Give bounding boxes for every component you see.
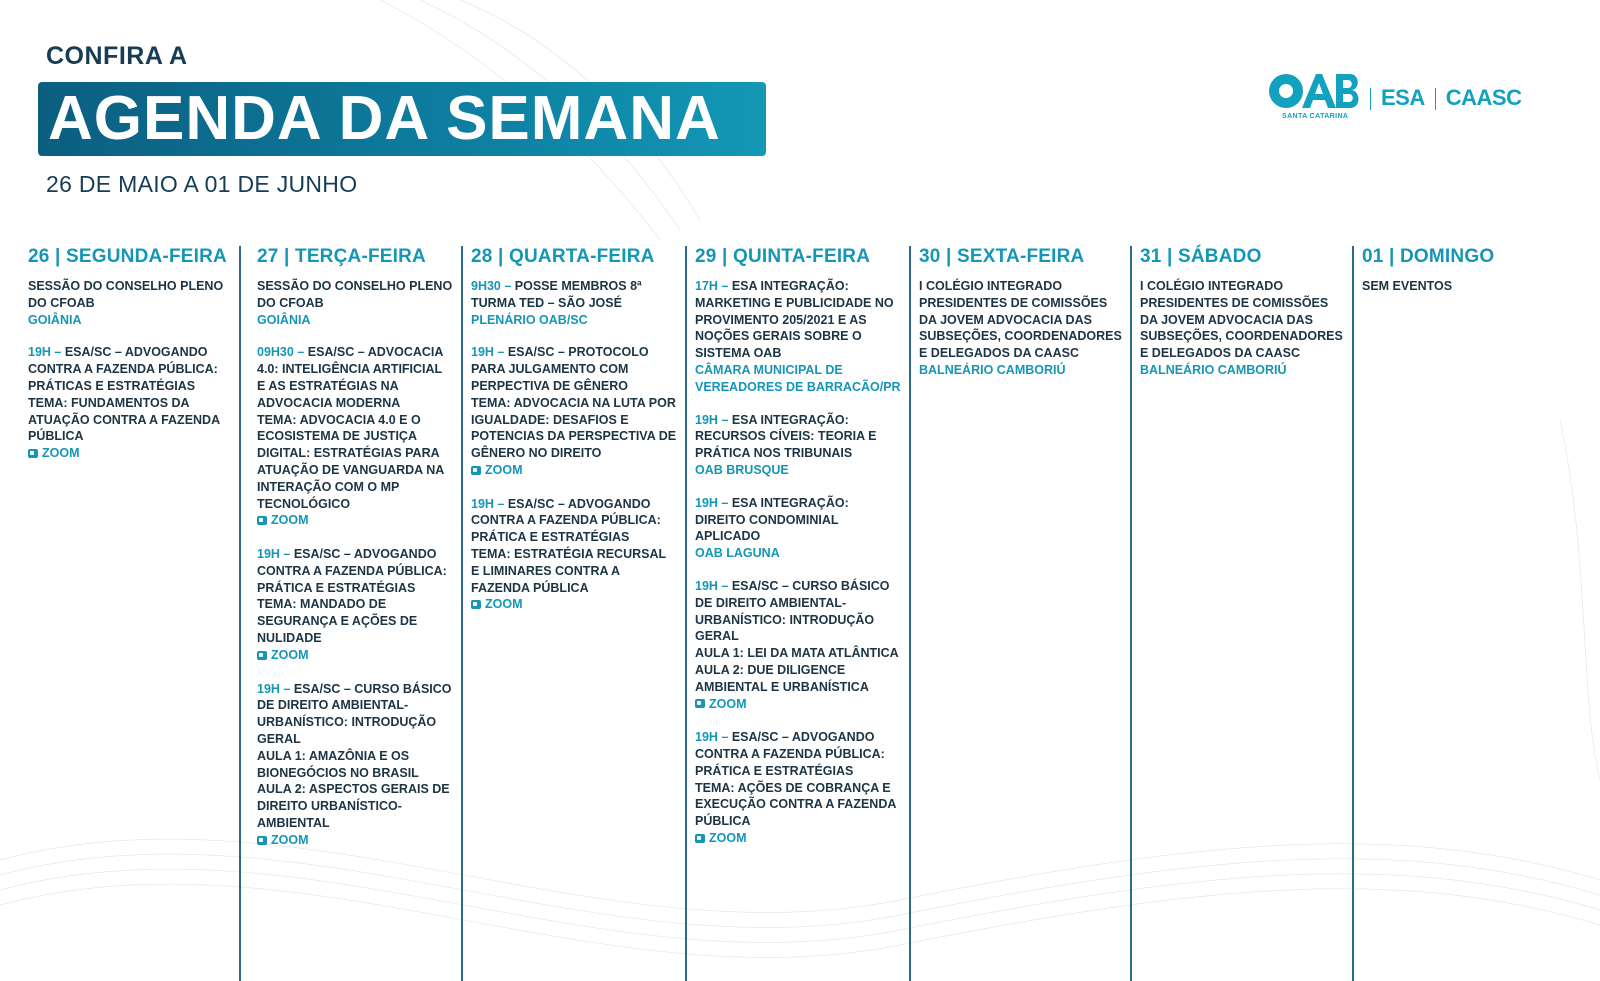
event-description: ESA/SC – ADVOGANDO CONTRA A FAZENDA PÚBLICA: PRÁTICA E ESTRATÉGIAS TEMA: AÇÕES DE COBRANÇA E EXECUÇÃO CONTRA A FAZENDA PÚBLICA [695,730,896,829]
event-item [28,278,231,328]
zoom-icon [257,651,267,660]
day-column-saturday [1130,246,1352,981]
day-heading: 30 | SEXTA-FEIRA [919,246,1085,267]
event-location: CÂMARA MUNICIPAL DE VEREADORES DE BARRACÃO/PR [695,362,901,394]
event-description: ESA/SC – ADVOGANDO CONTRA A FAZENDA PÚBLICA: PRÁTICAS E ESTRATÉGIAS TEMA: FUNDAMENTOS DA ATUAÇÃO CONTRA A FAZENDA PÚBLICA [28,345,220,444]
event-description: SEM EVENTOS [1362,279,1453,293]
day-column-tuesday [239,246,461,981]
zoom-label: ZOOM [271,832,309,847]
event-description: ESA INTEGRAÇÃO: RECURSOS CÍVEIS: TEORIA E PRÁTICA NOS TRIBUNAIS [695,412,877,461]
event-description: SESSÃO DO CONSELHO PLENO DO CFOAB [28,279,224,310]
oab-esa-caasc-logo [1268,72,1521,128]
event-item [695,578,901,713]
day-column-thursday [685,246,909,981]
event-description: ESA/SC – ADVOCACIA 4.0: INTELIGÊNCIA ARTIFICIAL E AS ESTRATÉGIAS NA ADVOCACIA MODERNA TEMA: ADVOCACIA 4.0 E O ECOSISTEMA DE JUSTIÇA DIGITAL: ESTRATÉGIAS PARA ATUAÇÃO DE VANGUARDA NA INTERAÇÃO COM O MP TECNOLÓGICO [257,345,444,511]
event-description: SESSÃO DO CONSELHO PLENO DO CFOAB [257,279,453,310]
event-description: ESA/SC – CURSO BÁSICO DE DIREITO AMBIENTAL-URBANÍSTICO: INTRODUÇÃO GERAL AULA 1: AMAZÔNIA E OS BIONEGÓCIOS NO BRASIL AULA 2: ASPECTOS GERAIS DE DIREITO URBANÍSTICO-AMBIENTAL [257,681,452,830]
event-time: 19H – [471,345,508,360]
day-heading: 29 | QUINTA-FEIRA [695,246,871,267]
event-text [1362,278,1572,295]
event-item [1362,278,1572,295]
zoom-link[interactable] [695,830,747,847]
event-time: 9H30 – [471,279,515,293]
date-range: 26 DE MAIO A 01 DE JUNHO [46,171,358,197]
event-description: ESA/SC – ADVOGANDO CONTRA A FAZENDA PÚBLICA: PRÁTICA E ESTRATÉGIAS TEMA: MANDADO DE SEGURANÇA E AÇÕES DE NULIDADE [257,547,447,646]
zoom-label: ZOOM [271,513,309,528]
event-text [695,412,901,462]
event-location: OAB LAGUNA [695,546,780,561]
page-header [0,0,1600,230]
event-location: BALNEÁRIO CAMBORIÚ [919,362,1066,377]
event-item [257,546,453,664]
event-item [257,344,453,530]
zoom-icon [257,836,267,845]
event-time: 19H – [695,412,732,427]
zoom-label: ZOOM [485,597,523,612]
event-item [257,681,453,850]
event-item [695,412,901,479]
logo-divider [1435,88,1436,110]
event-text [257,344,453,512]
caasc-logo-text: CAASC [1445,85,1522,110]
event-text [257,681,453,832]
oab-mark-icon [1268,72,1360,112]
event-location: GOIÂNIA [257,312,311,327]
day-heading: 28 | QUARTA-FEIRA [471,246,655,267]
event-description: I COLÉGIO INTEGRADO PRESIDENTES DE COMISSÕES DA JOVEM ADVOCACIA DAS SUBSEÇÕES, COORDENADORES E DELEGADOS DA CAASC [1140,279,1343,361]
event-text [471,278,677,312]
event-description: ESA/SC – PROTOCOLO PARA JULGAMENTO COM PERPECTIVA DE GÊNERO TEMA: ADVOCACIA NA LUTA POR IGUALDADE: DESAFIOS E POTENCIAS DA PERSPECTIVA DE GÊNERO NO DIREITO [471,345,677,461]
event-item [471,344,677,479]
zoom-label: ZOOM [42,446,80,461]
event-text [695,495,901,545]
event-item [695,729,901,847]
event-time: 19H – [695,495,732,510]
zoom-label: ZOOM [709,831,747,845]
event-description: I COLÉGIO INTEGRADO PRESIDENTES DE COMISSÕES DA JOVEM ADVOCACIA DAS SUBSEÇÕES, COORDENADORES E DELEGADOS DA CAASC [919,279,1122,361]
day-column-wednesday [461,246,685,981]
event-item [1140,278,1344,379]
event-time: 09H30 – [257,345,308,360]
oab-logo-subtitle: SANTA CATARINA [1282,113,1349,120]
zoom-icon [471,600,481,609]
event-time: 19H – [257,547,294,562]
zoom-icon [28,449,38,458]
day-heading: 31 | SÁBADO [1140,246,1262,267]
page-title: AGENDA DA SEMANA [48,84,721,153]
event-time: 19H – [471,496,508,511]
event-item [471,278,677,328]
event-text [695,729,901,830]
event-text [1140,278,1344,362]
event-location: GOIÂNIA [28,312,82,327]
zoom-label: ZOOM [709,696,747,711]
day-heading: 26 | SEGUNDA-FEIRA [28,246,227,267]
event-description: ESA/SC – ADVOGANDO CONTRA A FAZENDA PÚBLICA: PRÁTICA E ESTRATÉGIAS TEMA: ESTRATÉGIA RECURSAL E LIMINARES CONTRA A FAZENDA PÚBLICA [471,496,666,595]
zoom-icon [257,516,267,525]
zoom-link[interactable] [471,596,523,613]
day-column-sunday [1352,246,1580,981]
title-banner [38,82,766,156]
event-item [28,344,231,462]
zoom-link[interactable] [28,445,80,462]
event-item [919,278,1122,379]
day-heading: 27 | TERÇA-FEIRA [257,246,426,267]
logo-divider [1370,88,1371,110]
event-text [919,278,1122,362]
zoom-link[interactable] [471,462,523,479]
esa-logo-text: ESA [1381,85,1425,110]
event-text [471,344,677,462]
day-column-friday [909,246,1130,981]
pre-title: CONFIRA A [46,42,188,70]
event-text [695,578,901,696]
event-text [257,278,453,312]
event-text [28,344,231,445]
zoom-link[interactable] [695,696,747,713]
week-schedule [20,246,1580,981]
zoom-label: ZOOM [485,462,523,477]
event-text [28,278,231,312]
event-description: POSSE MEMBROS 8ª TURMA TED – SÃO JOSÉ [471,279,642,310]
event-location: OAB BRUSQUE [695,462,789,477]
event-item [695,495,901,562]
event-description: ESA/SC – CURSO BÁSICO DE DIREITO AMBIENTAL-URBANÍSTICO: INTRODUÇÃO GERAL AULA 1: LEI DA MATA ATLÂNTICA AULA 2: DUE DILIGENCE AMBIENTAL E URBANÍSTICA [695,578,899,694]
zoom-icon [695,834,705,843]
zoom-label: ZOOM [271,647,309,662]
event-item [471,496,677,614]
zoom-link[interactable] [257,512,309,529]
event-time: 19H – [257,681,294,696]
event-time: 19H – [695,730,732,745]
event-time: 19H – [28,345,65,360]
zoom-icon [695,699,705,708]
day-heading: 01 | DOMINGO [1362,246,1495,267]
zoom-icon [471,466,481,475]
zoom-link[interactable] [257,832,309,849]
event-description: ESA INTEGRAÇÃO: MARKETING E PUBLICIDADE NO PROVIMENTO 205/2021 E AS NOÇÕES GERAIS SOBRE O SISTEMA OAB [695,279,894,361]
event-time: 17H – [695,279,732,293]
day-column-monday [20,246,239,981]
zoom-link[interactable] [257,647,309,664]
event-text [695,278,901,362]
event-location: BALNEÁRIO CAMBORIÚ [1140,362,1287,377]
event-time: 19H – [695,578,732,593]
event-description: ESA INTEGRAÇÃO: DIREITO CONDOMINIAL APLICADO [695,495,849,544]
event-item [695,278,901,396]
oab-logo [1268,72,1360,128]
event-text [257,546,453,647]
event-item [257,278,453,328]
event-text [471,496,677,597]
event-location: PLENÁRIO OAB/SC [471,312,588,327]
